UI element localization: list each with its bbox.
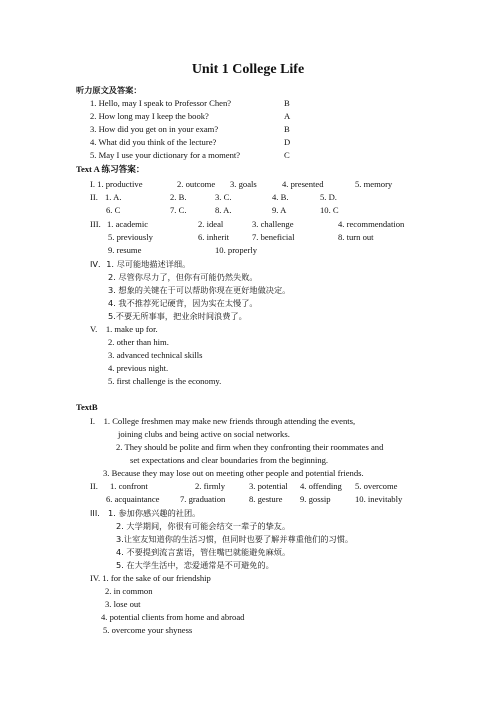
- text-a-ex2-item: 2. B.: [170, 192, 187, 202]
- listening-question: 4. What did you think of the lecture?: [90, 137, 217, 147]
- text-b-ex1-line: set expectations and clear boundaries from the beginning.: [130, 455, 329, 465]
- listening-question: 1. Hello, may I speak to Professor Chen?: [90, 98, 232, 108]
- text-a-heading: Text A 练习答案：: [76, 164, 145, 174]
- text-a-ex4-item: 2. 尽管你尽力了，但你有可能仍然失败。: [108, 272, 258, 282]
- text-b-ex1-line: I. 1. College freshmen may make new friends through attending the events,: [90, 416, 356, 426]
- listening-question: 3. How did you get on in your exam?: [90, 124, 219, 134]
- text-b-ex2-item: 1. confront: [110, 481, 148, 491]
- text-a-ex5-item: 2. other than him.: [108, 337, 169, 347]
- page-title: Unit 1 College Life: [191, 62, 305, 77]
- text-a-ex3-item: 6. inherit: [198, 232, 230, 242]
- text-a-ex3-item: 9. resume: [108, 245, 142, 255]
- text-b-ex3-item: III. 1. 参加你感兴趣的社团。: [90, 508, 201, 518]
- text-a-ex3-item: 8. turn out: [338, 232, 374, 242]
- text-a-ex5-item: V. 1. make up for.: [90, 324, 158, 334]
- text-a-ex1-item: 3. goals: [230, 179, 257, 189]
- text-a-ex3-item: 10. properly: [215, 245, 258, 255]
- text-a-ex2-item: 4. B.: [272, 192, 289, 202]
- text-a-ex3-item: 2. ideal: [198, 219, 224, 229]
- text-a-ex1-item: 2. outcome: [177, 179, 216, 189]
- text-a-ex3-item: 1. academic: [107, 219, 149, 229]
- text-a-ex5-item: 4. previous night.: [108, 363, 169, 373]
- text-a-ex3-item: 4. recommendation: [338, 219, 405, 229]
- text-a-ex4-item: 3. 想象的关键在于可以帮助你现在更好地做决定。: [108, 285, 291, 295]
- text-b-ex1-line: 2. They should be polite and firm when they confronting their roommates and: [116, 442, 384, 452]
- text-b-ex3-item: 4. 不要提到流言蜚语，管住嘴巴就能避免麻烦。: [116, 547, 291, 557]
- text-a-ex1-item: 5. memory: [355, 179, 393, 189]
- text-a-ex1-item: I. 1. productive: [90, 179, 143, 189]
- text-b-ex4-item: 4. potential clients from home and abroad: [101, 612, 245, 622]
- listening-answer: A: [284, 111, 291, 121]
- text-a-ex2-item: 1. A.: [105, 192, 122, 202]
- text-a-ex4-item: IV．1. 尽可能地描述详细。: [90, 259, 191, 269]
- text-a-ex1-item: 4. presented: [282, 179, 324, 189]
- text-b-ex2-item: 5. overcome: [355, 481, 398, 491]
- text-a-ex5-item: 3. advanced technical skills: [108, 350, 203, 360]
- text-a-ex3-item: 3. challenge: [252, 219, 294, 229]
- text-a-ex3-item: 7. beneficial: [252, 232, 295, 242]
- text-a-ex4-item: 5.不要无所事事，把业余时间浪费了。: [108, 311, 247, 321]
- text-a-ex2-item: 8. A.: [215, 205, 232, 215]
- text-b-ex2-item: 6. acquaintance: [106, 494, 160, 504]
- text-b-ex4-item: 2. in common: [105, 586, 153, 596]
- listening-question: 5. May I use your dictionary for a moment?: [90, 150, 241, 160]
- text-b-ex2-item: II.: [90, 481, 98, 491]
- text-b-ex3-item: 3.让室友知道你的生活习惯，但同时也要了解并尊重他们的习惯。: [116, 534, 354, 544]
- text-b-ex2-item: 10. inevitably: [355, 494, 403, 504]
- text-a-ex2-item: 6. C: [106, 205, 121, 215]
- listening-heading: 听力原文及答案：: [76, 85, 142, 95]
- text-b-ex2-item: 9. gossip: [300, 494, 331, 504]
- text-b-ex2-item: 8. gesture: [249, 494, 283, 504]
- text-b-ex2-item: 3. potential: [249, 481, 288, 491]
- text-b-heading: TextB: [76, 402, 98, 412]
- text-a-ex5-item: 5. first challenge is the economy.: [108, 376, 222, 386]
- text-b-ex4-item: IV. 1. for the sake of our friendship: [90, 573, 211, 583]
- text-b-ex1-line: 3. Because they may lose out on meeting other people and potential friends.: [103, 468, 364, 478]
- text-a-ex2-item: 7. C.: [170, 205, 187, 215]
- text-b-ex4-item: 5. overcome your shyness: [103, 625, 193, 635]
- listening-question: 2. How long may I keep the book?: [90, 111, 209, 121]
- text-b-ex4-item: 3. lose out: [105, 599, 141, 609]
- text-a-ex3-item: 5. previously: [108, 232, 153, 242]
- text-b-ex2-item: 7. graduation: [180, 494, 226, 504]
- text-b-ex3-item: 5. 在大学生活中，恋爱通常是不可避免的。: [116, 560, 274, 570]
- text-a-ex2-item: II.: [90, 192, 98, 202]
- listening-answer: C: [284, 150, 290, 160]
- listening-answer: B: [284, 124, 290, 134]
- text-b-ex2-item: 4. offending: [300, 481, 342, 491]
- text-a-ex3-item: III.: [90, 219, 101, 229]
- listening-answer: B: [284, 98, 290, 108]
- text-a-ex2-item: 9. A: [272, 205, 287, 215]
- text-a-ex2-item: 3. C.: [215, 192, 232, 202]
- text-b-ex2-item: 2. firmly: [195, 481, 226, 491]
- text-a-ex2-item: 10. C: [320, 205, 339, 215]
- text-b-ex3-item: 2. 大学期间，你很有可能会结交一辈子的挚友。: [116, 521, 291, 531]
- text-b-ex1-line: joining clubs and being active on social networks.: [118, 429, 290, 439]
- listening-answer: D: [284, 137, 291, 147]
- text-a-ex4-item: 4. 我不推荐死记硬背，因为实在太慢了。: [108, 298, 258, 308]
- text-a-ex2-item: 5. D.: [320, 192, 337, 202]
